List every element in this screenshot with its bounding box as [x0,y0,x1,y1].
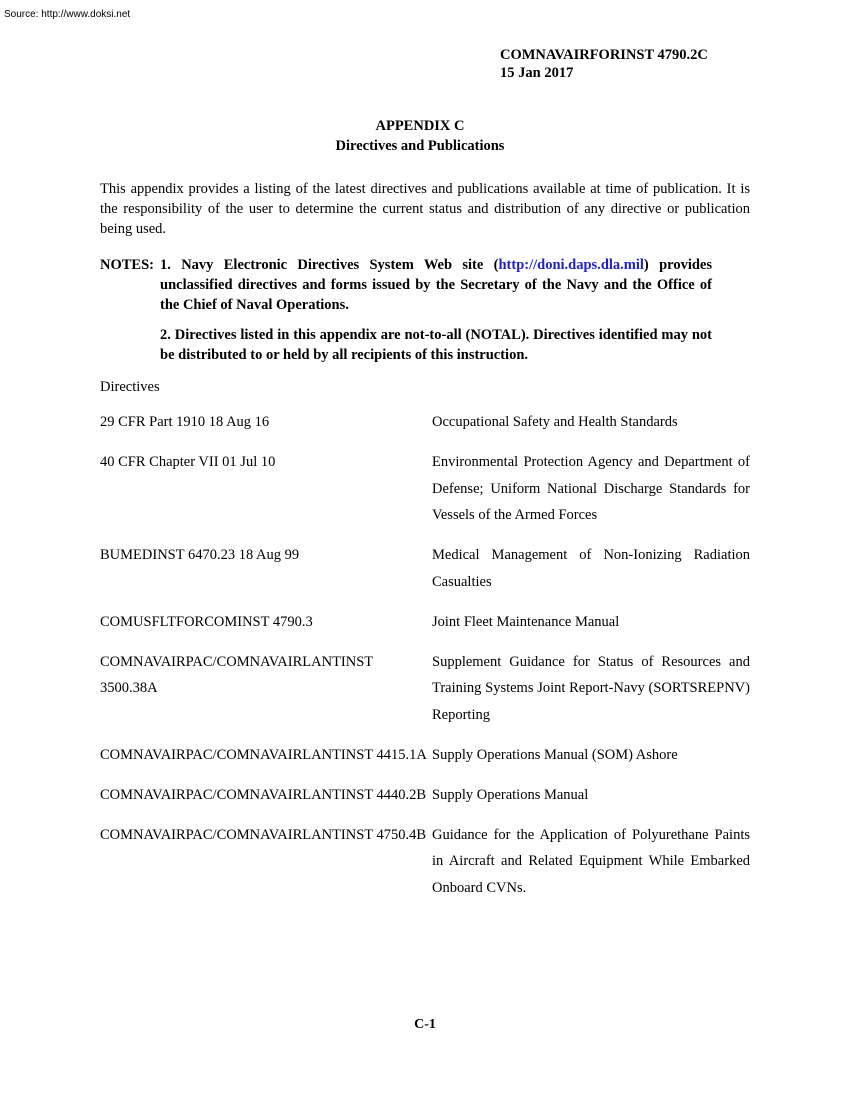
directive-title: Medical Management of Non-Ionizing Radiation Casualties [432,547,750,590]
source-label: Source: http://www.doksi.net [4,9,131,20]
directive-title: Occupational Safety and Health Standards [432,414,678,430]
page-number: C-1 [414,1017,436,1032]
note-2: 2. Directives listed in this appendix are not-to-all (NOTAL). Directives identified may not be distributed to or held by all recipients of this instruction. [160,327,712,363]
note-1-prefix: 1. Navy Electronic Directives System Web site ( [160,257,499,273]
directives-section-label: Directives [100,379,160,395]
notes-section [100,255,712,365]
appendix-heading [0,116,840,156]
directive-row [100,742,750,769]
directive-title: Supply Operations Manual (SOM) Ashore [432,746,678,763]
directive-title: Environmental Protection Agency and Department of Defense; Uniform National Discharge Standards for Vessels of the Armed Forces [432,454,750,523]
directive-title: Supplement Guidance for Status of Resources and Training Systems Joint Report-Navy (SORTSREPNV) Reporting [432,653,750,723]
directive-row [100,449,750,529]
intro-paragraph: This appendix provides a listing of the latest directives and publications available at time of publication. It is the responsibility of the user to determine the current status and distribution of any directive or publication being used. [100,181,750,237]
directive-reference: 40 CFR Chapter VII 01 Jul 10 [100,454,276,470]
directive-title: Joint Fleet Maintenance Manual [432,613,620,630]
directive-row [100,782,750,809]
appendix-subtitle: Directives and Publications [335,138,505,154]
appendix-title: APPENDIX C [375,118,465,134]
directive-row [100,542,750,595]
note-1-suffix: ) provides unclassified directives and forms issued by the Secretary of the Navy and the Office of the Chief of Naval Operations. [160,257,712,313]
directive-row [100,409,750,436]
directive-reference: COMUSFLTFORCOMINST 4790.3 [100,613,313,630]
directive-reference: COMNAVAIRPAC/COMNAVAIRLANTINST 4750.4B [100,826,427,843]
notes-label: NOTES: [100,257,154,273]
note-1 [160,255,712,315]
directive-reference: 29 CFR Part 1910 18 Aug 16 [100,414,270,430]
directive-title: Supply Operations Manual [432,786,589,803]
directive-reference: COMNAVAIRPAC/COMNAVAIRLANTINST 4440.2B [100,786,427,803]
directives-list [100,409,750,915]
document-id: COMNAVAIRFORINST 4790.2C [500,47,708,63]
directive-reference: COMNAVAIRPAC/COMNAVAIRLANTINST 3500.38A [100,653,373,696]
directive-reference: BUMEDINST 6470.23 18 Aug 99 [100,547,300,563]
directive-row [100,822,750,902]
document-header [500,46,708,82]
directives-website-link[interactable]: http://doni.daps.dla.mil [498,257,644,273]
directive-reference: COMNAVAIRPAC/COMNAVAIRLANTINST 4415.1A [100,746,427,763]
directive-row [100,649,750,729]
directive-title: Guidance for the Application of Polyurethane Paints in Aircraft and Related Equipment While Embarked Onboard CVNs. [432,826,750,896]
directive-row [100,609,750,636]
document-date: 15 Jan 2017 [500,65,574,81]
